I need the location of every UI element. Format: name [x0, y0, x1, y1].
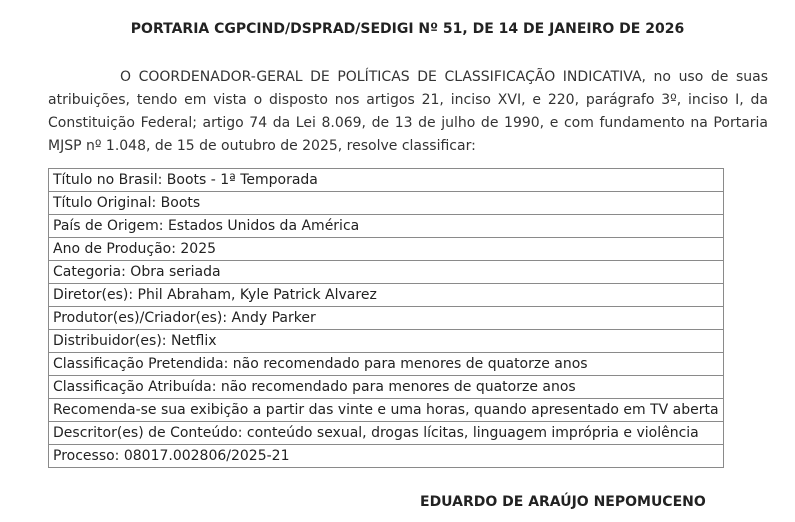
- row-directors: Diretor(es): Phil Abraham, Kyle Patrick Alvarez: [49, 284, 724, 307]
- table-row: [49, 261, 724, 284]
- table-row: [49, 215, 724, 238]
- table-row: [49, 399, 724, 422]
- row-year: Ano de Produção: 2025: [49, 238, 724, 261]
- table-row: [49, 376, 724, 399]
- table-row: [49, 330, 724, 353]
- table-row: [49, 307, 724, 330]
- row-category: Categoria: Obra seriada: [49, 261, 724, 284]
- signatory-name: EDUARDO DE ARAÚJO NEPOMUCENO: [420, 494, 706, 510]
- table-row: [49, 192, 724, 215]
- table-row: [49, 169, 724, 192]
- table-row: [49, 445, 724, 468]
- row-distributor: Distribuidor(es): Netflix: [49, 330, 724, 353]
- row-process-number: Processo: 08017.002806/2025-21: [49, 445, 724, 468]
- row-rating-assigned: Classificação Atribuída: não recomendado para menores de quatorze anos: [49, 376, 724, 399]
- row-brazil-title: Título no Brasil: Boots - 1ª Temporada: [49, 169, 724, 192]
- preamble-paragraph: O COORDENADOR-GERAL DE POLÍTICAS DE CLASSIFICAÇÃO INDICATIVA, no uso de suas atribuições, tendo em vista o disposto nos artigos 21, inciso XVI, e 220, parágrafo 3º, inciso I, da Constituição Federal; artigo 74 da Lei 8.069, de 13 de julho de 1990, e com fundamento na Portaria MJSP nº 1.048, de 15 de outubro de 2025, resolve classificar:: [48, 69, 768, 154]
- table-row: [49, 422, 724, 445]
- classification-table: [48, 168, 724, 468]
- row-content-descriptors: Descritor(es) de Conteúdo: conteúdo sexual, drogas lícitas, linguagem imprópria e violência: [49, 422, 724, 445]
- row-rating-requested: Classificação Pretendida: não recomendado para menores de quatorze anos: [49, 353, 724, 376]
- table-row: [49, 284, 724, 307]
- row-producers: Produtor(es)/Criador(es): Andy Parker: [49, 307, 724, 330]
- row-original-title: Título Original: Boots: [49, 192, 724, 215]
- table-row: [49, 238, 724, 261]
- row-recommendation: Recomenda-se sua exibição a partir das vinte e uma horas, quando apresentado em TV aberta: [49, 399, 724, 422]
- table-row: [49, 353, 724, 376]
- document-title: PORTARIA CGPCIND/DSPRAD/SEDIGI Nº 51, DE 14 DE JANEIRO DE 2026: [130, 21, 685, 37]
- row-country: País de Origem: Estados Unidos da América: [49, 215, 724, 238]
